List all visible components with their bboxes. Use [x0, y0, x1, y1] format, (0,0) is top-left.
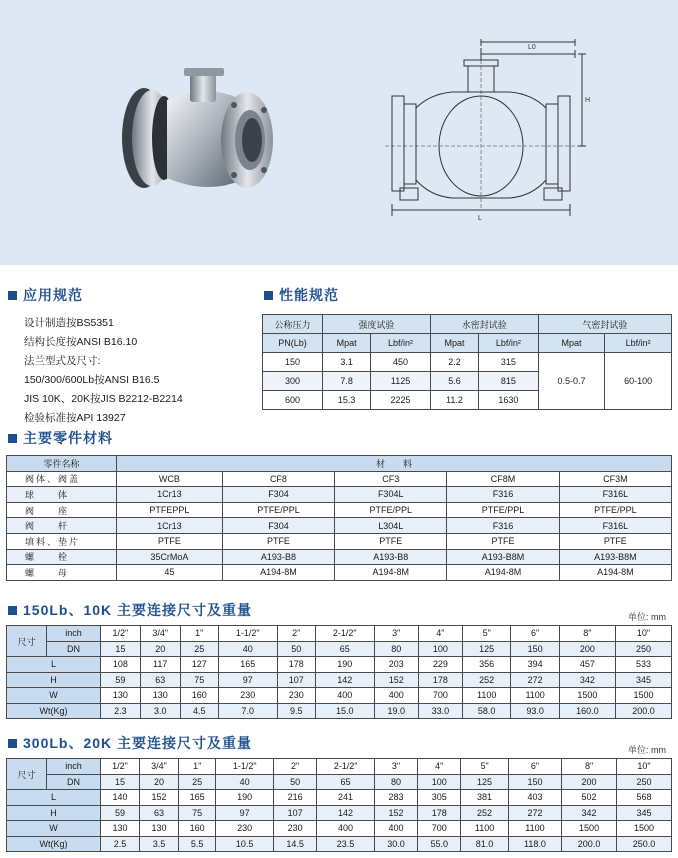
table-row [7, 641, 672, 657]
dim-cell: 2.3 [101, 703, 141, 719]
dim-cell: 107 [277, 672, 315, 688]
dim-cell: 3.0 [140, 703, 180, 719]
dim-cell: 400 [317, 821, 375, 837]
materials-table [6, 455, 672, 581]
mat-cell: PTFE/PPL [559, 502, 671, 518]
dim-cell: 130 [140, 688, 180, 704]
dim-cell: 1100 [508, 821, 561, 837]
dim-cell: 3.5 [139, 836, 178, 852]
spec-line: 结构长度按ANSI B16.10 [24, 336, 138, 348]
mat-cell: PTFE [447, 533, 559, 549]
dim-cell: 533 [615, 657, 671, 673]
spec-line: 法兰型式及尺寸: [24, 355, 101, 367]
dim-cell: 6" [511, 626, 559, 642]
dim-cell: 40 [218, 641, 277, 657]
dim-cell: 230 [216, 821, 274, 837]
dim-cell: 100 [418, 774, 461, 790]
mat-cell: PTFE [559, 533, 671, 549]
table-row [7, 672, 672, 688]
dim-cell: 200.0 [562, 836, 617, 852]
dim-inch-label: inch [47, 626, 101, 642]
dim-cell: 250.0 [617, 836, 672, 852]
mat-cell: PTFE [335, 533, 447, 549]
dim-cell: 142 [315, 672, 374, 688]
mat-part-name: 阀 杆 [7, 518, 117, 534]
dim-cell: 2-1/2" [315, 626, 374, 642]
perf-cell-air-lbf: 60-100 [605, 353, 672, 410]
mat-cell: PTFE [117, 533, 223, 549]
mat-cell: WCB [117, 471, 223, 487]
dim-cell: 4" [418, 626, 462, 642]
dim-cell: 356 [462, 657, 510, 673]
table-row [7, 774, 672, 790]
perf-cell: 2.2 [430, 353, 478, 372]
application-spec-list [24, 314, 183, 428]
perf-header-strength: 强度试验 [323, 315, 431, 334]
drawing-label-l: L [478, 215, 482, 222]
perf-unit: Mpat [323, 334, 371, 353]
dim-cell: 65 [317, 774, 375, 790]
dim-cell: 7.0 [218, 703, 277, 719]
dim-cell: 59 [101, 672, 141, 688]
dim-cell: 97 [216, 805, 274, 821]
mat-cell: A193-B8 [335, 549, 447, 565]
perf-cell: 315 [479, 353, 539, 372]
dim-cell: 150 [508, 774, 561, 790]
dim-cell: 15 [101, 641, 141, 657]
mat-cell: PTFE/PPL [335, 502, 447, 518]
dim-cell: 33.0 [418, 703, 462, 719]
dim-cell: 10.5 [216, 836, 274, 852]
perf-cell: 2225 [371, 391, 431, 410]
dim-cell: 457 [559, 657, 615, 673]
dim-cell: 1" [178, 759, 215, 775]
dim-cell: 20 [139, 774, 178, 790]
mat-part-name: 螺 母 [7, 565, 117, 581]
dim-cell: 272 [508, 805, 561, 821]
dim-cell: 200 [559, 641, 615, 657]
mat-cell: F316 [447, 518, 559, 534]
dim-cell: 15.0 [315, 703, 374, 719]
dim-cell: 130 [101, 821, 140, 837]
dim-cell: 75 [178, 805, 215, 821]
mat-cell: PTFE [222, 533, 334, 549]
dim-cell: 160 [178, 821, 215, 837]
perf-cell: 815 [479, 372, 539, 391]
mat-cell: 45 [117, 565, 223, 581]
table-row [7, 626, 672, 642]
dim-cell: 241 [317, 790, 375, 806]
table-row [7, 502, 672, 518]
table-row [7, 657, 672, 673]
dim-cell: 10" [617, 759, 672, 775]
dim-cell: 2" [277, 626, 315, 642]
perf-cell: 3.1 [323, 353, 371, 372]
dim-cell: 345 [615, 672, 671, 688]
section-title-application [8, 285, 83, 305]
mat-cell: A194-8M [222, 565, 334, 581]
perf-unit: Mpat [538, 334, 605, 353]
mat-cell: CF3 [335, 471, 447, 487]
dim-cell: 152 [139, 790, 178, 806]
dim-cell: 700 [418, 688, 462, 704]
dim-cell: 55.0 [418, 836, 461, 852]
dim-cell: 381 [461, 790, 508, 806]
dim-cell: 400 [374, 821, 417, 837]
mat-part-name: 阀 座 [7, 502, 117, 518]
perf-cell: 1125 [371, 372, 431, 391]
mat-cell: PTFE/PPL [447, 502, 559, 518]
valve-technical-drawing [380, 38, 595, 223]
dim-cell: 130 [101, 688, 141, 704]
dim-cell: 230 [277, 688, 315, 704]
dim-cell: 178 [418, 672, 462, 688]
dim-cell: 1500 [617, 821, 672, 837]
dim-cell: 30.0 [374, 836, 417, 852]
dim-cell: 6" [508, 759, 561, 775]
mat-header-material: 材 料 [117, 456, 672, 472]
dim-cell: 3" [374, 759, 417, 775]
dim-cell: 2-1/2" [317, 759, 375, 775]
dim-cell: 125 [461, 774, 508, 790]
spec-line: 150/300/600Lb按ANSI B16.5 [24, 374, 160, 386]
table-row [7, 471, 672, 487]
dim-cell: 127 [180, 657, 218, 673]
perf-header-water: 水密封试验 [430, 315, 538, 334]
dim-cell: 1" [180, 626, 218, 642]
unit-label-300: 单位: mm [628, 745, 666, 755]
dim-cell: 403 [508, 790, 561, 806]
dim-cell: 342 [562, 805, 617, 821]
mat-cell: PTFE/PPL [222, 502, 334, 518]
dim-cell: 1500 [559, 688, 615, 704]
dim-cell: 10" [615, 626, 671, 642]
dim-cell: 345 [617, 805, 672, 821]
mat-cell: CF8 [222, 471, 334, 487]
dim-cell: 1/2" [101, 626, 141, 642]
spec-line: 设计制造按BS5351 [24, 317, 114, 329]
dim-cell: 394 [511, 657, 559, 673]
dim-cell: 100 [418, 641, 462, 657]
mat-part-name: 螺 栓 [7, 549, 117, 565]
perf-cell: 150 [263, 353, 323, 372]
unit-label-150: 单位: mm [628, 612, 666, 622]
dim-row-label: W [7, 688, 101, 704]
table-row [7, 518, 672, 534]
dim-cell: 50 [274, 774, 317, 790]
dim-cell: 1100 [462, 688, 510, 704]
dim-cell: 81.0 [461, 836, 508, 852]
dim-cell: 1100 [511, 688, 559, 704]
dim-cell: 568 [617, 790, 672, 806]
dim-cell: 272 [511, 672, 559, 688]
perf-cell-air-mpa: 0.5-0.7 [538, 353, 605, 410]
dim-cell: 252 [462, 672, 510, 688]
perf-header-pn: PN(Lb) [263, 334, 323, 353]
dim-cell: 5" [461, 759, 508, 775]
drawing-label-h: H [585, 97, 591, 104]
perf-cell: 11.2 [430, 391, 478, 410]
dim-cell: 75 [180, 672, 218, 688]
spec-line: JIS 10K、20K按JIS B2212-B2214 [24, 393, 183, 405]
table-row [7, 688, 672, 704]
dim-cell: 130 [139, 821, 178, 837]
dim-cell: 25 [180, 641, 218, 657]
dim-inch-label: inch [47, 759, 101, 775]
perf-cell: 7.8 [323, 372, 371, 391]
section-title-dim150 [8, 600, 252, 620]
section-square-icon [8, 291, 17, 300]
dim-cell: 93.0 [511, 703, 559, 719]
dim-cell: 20 [140, 641, 180, 657]
dim-row-label: L [7, 657, 101, 673]
mat-cell: CF8M [447, 471, 559, 487]
mat-cell: A194-8M [335, 565, 447, 581]
perf-cell: 300 [263, 372, 323, 391]
section-title-dim300-text: 300Lb、20K 主要连接尺寸及重量 [23, 735, 253, 751]
dim-cell: 1-1/2" [218, 626, 277, 642]
dim-cell: 1500 [615, 688, 671, 704]
mat-header-name: 零件名称 [7, 456, 117, 472]
mat-cell: F316L [559, 487, 671, 503]
perf-cell: 5.6 [430, 372, 478, 391]
dim-cell: 250 [617, 774, 672, 790]
dim-cell: 165 [218, 657, 277, 673]
mat-cell: F316L [559, 518, 671, 534]
dim-cell: 80 [374, 774, 417, 790]
dim-cell: 63 [139, 805, 178, 821]
dim-cell: 2" [274, 759, 317, 775]
dim-cell: 8" [559, 626, 615, 642]
table-row [7, 759, 672, 775]
dim-cell: 1/2" [101, 759, 140, 775]
dim-cell: 165 [178, 790, 215, 806]
mat-cell: L304L [335, 518, 447, 534]
dim-cell: 700 [418, 821, 461, 837]
spec-line: 检验标准按API 13927 [24, 412, 126, 424]
dim-cell: 1-1/2" [216, 759, 274, 775]
dim-cell: 107 [274, 805, 317, 821]
dim-row-label: Wt(Kg) [7, 703, 101, 719]
dim-cell: 3/4" [140, 626, 180, 642]
dim-cell: 2.5 [101, 836, 140, 852]
perf-cell: 600 [263, 391, 323, 410]
section-title-performance [264, 285, 339, 305]
dim-cell: 152 [374, 805, 417, 821]
dim-cell: 4" [418, 759, 461, 775]
dim-cell: 305 [418, 790, 461, 806]
section-title-materials-text: 主要零件材料 [23, 430, 113, 446]
section-title-materials [8, 428, 113, 448]
dim-row-label: H [7, 672, 101, 688]
mat-cell: CF3M [559, 471, 671, 487]
dim-size-label: 尺寸 [7, 626, 47, 657]
mat-cell: F304L [335, 487, 447, 503]
table-row [7, 836, 672, 852]
dim-cell: 230 [218, 688, 277, 704]
dimension-table-150lb [6, 625, 672, 719]
product-image-band [0, 0, 678, 265]
dim-cell: 58.0 [462, 703, 510, 719]
section-square-icon [8, 606, 17, 615]
section-title-application-text: 应用规范 [23, 287, 83, 303]
dim-cell: 15 [101, 774, 140, 790]
dim-cell: 117 [140, 657, 180, 673]
dim-cell: 400 [374, 688, 418, 704]
mat-cell: A193-B8M [447, 549, 559, 565]
performance-table [262, 314, 672, 410]
perf-unit: Mpat [430, 334, 478, 353]
dim-cell: 150 [511, 641, 559, 657]
mat-part-name: 阀体、阀盖 [7, 471, 117, 487]
drawing-label-l0: L0 [528, 44, 536, 51]
table-row [7, 487, 672, 503]
table-row [7, 565, 672, 581]
mat-cell: A194-8M [559, 565, 671, 581]
dim-dn-label: DN [47, 774, 101, 790]
perf-cell: 450 [371, 353, 431, 372]
dim-cell: 230 [274, 821, 317, 837]
dim-cell: 80 [374, 641, 418, 657]
dim-cell: 97 [218, 672, 277, 688]
mat-cell: A194-8M [447, 565, 559, 581]
perf-unit: Lbf/in² [479, 334, 539, 353]
perf-cell: 15.3 [323, 391, 371, 410]
dim-cell: 200 [562, 774, 617, 790]
table-row [7, 549, 672, 565]
mat-cell: F304 [222, 518, 334, 534]
table-row [7, 805, 672, 821]
mat-cell: A193-B8 [222, 549, 334, 565]
section-square-icon [264, 291, 273, 300]
table-row [7, 703, 672, 719]
dim-cell: 50 [277, 641, 315, 657]
table-row [263, 353, 672, 372]
dim-cell: 65 [315, 641, 374, 657]
dim-cell: 23.5 [317, 836, 375, 852]
dim-cell: 3" [374, 626, 418, 642]
dim-cell: 190 [315, 657, 374, 673]
ball-valve-photo [112, 60, 282, 210]
dim-dn-label: DN [47, 641, 101, 657]
dim-cell: 200.0 [615, 703, 671, 719]
section-square-icon [8, 434, 17, 443]
mat-cell: 1Cr13 [117, 518, 223, 534]
mat-part-name: 球 体 [7, 487, 117, 503]
dim-cell: 190 [216, 790, 274, 806]
dim-cell: 216 [274, 790, 317, 806]
dim-cell: 8" [562, 759, 617, 775]
dim-cell: 160.0 [559, 703, 615, 719]
dim-size-label: 尺寸 [7, 759, 47, 790]
perf-unit: Lbf/in² [605, 334, 672, 353]
dim-cell: 502 [562, 790, 617, 806]
dim-cell: 4.5 [180, 703, 218, 719]
dim-cell: 125 [462, 641, 510, 657]
dim-cell: 1500 [562, 821, 617, 837]
dim-cell: 160 [180, 688, 218, 704]
dim-row-label: W [7, 821, 101, 837]
dim-cell: 229 [418, 657, 462, 673]
dim-cell: 19.0 [374, 703, 418, 719]
section-title-dim150-text: 150Lb、10K 主要连接尺寸及重量 [23, 602, 253, 618]
dim-cell: 250 [615, 641, 671, 657]
mat-cell: 1Cr13 [117, 487, 223, 503]
section-square-icon [8, 739, 17, 748]
dim-cell: 9.5 [277, 703, 315, 719]
dim-cell: 178 [277, 657, 315, 673]
table-row [7, 790, 672, 806]
dim-cell: 40 [216, 774, 274, 790]
mat-cell: 35CrMoA [117, 549, 223, 565]
dim-cell: 252 [461, 805, 508, 821]
dim-row-label: H [7, 805, 101, 821]
section-title-dim300 [8, 733, 252, 753]
dim-cell: 140 [101, 790, 140, 806]
dim-cell: 152 [374, 672, 418, 688]
table-row [7, 821, 672, 837]
dim-cell: 59 [101, 805, 140, 821]
dim-cell: 342 [559, 672, 615, 688]
perf-header-pressure: 公称压力 [263, 315, 323, 334]
mat-cell: A193-B8M [559, 549, 671, 565]
dim-row-label: Wt(Kg) [7, 836, 101, 852]
dimension-table-300lb [6, 758, 672, 852]
dim-cell: 118.0 [508, 836, 561, 852]
dim-row-label: L [7, 790, 101, 806]
perf-header-air: 气密封试验 [538, 315, 671, 334]
dim-cell: 283 [374, 790, 417, 806]
dim-cell: 400 [315, 688, 374, 704]
mat-part-name: 填料、垫片 [7, 533, 117, 549]
dim-cell: 14.5 [274, 836, 317, 852]
dim-cell: 108 [101, 657, 141, 673]
table-row [7, 533, 672, 549]
dim-cell: 5" [462, 626, 510, 642]
dim-cell: 63 [140, 672, 180, 688]
dim-cell: 203 [374, 657, 418, 673]
perf-unit: Lbf/in² [371, 334, 431, 353]
section-title-performance-text: 性能规范 [279, 287, 339, 303]
mat-cell: F316 [447, 487, 559, 503]
dim-cell: 25 [178, 774, 215, 790]
dim-cell: 5.5 [178, 836, 215, 852]
mat-cell: PTFEPPL [117, 502, 223, 518]
dim-cell: 178 [418, 805, 461, 821]
dim-cell: 1100 [461, 821, 508, 837]
perf-cell: 1630 [479, 391, 539, 410]
mat-cell: F304 [222, 487, 334, 503]
dim-cell: 3/4" [139, 759, 178, 775]
dim-cell: 142 [317, 805, 375, 821]
